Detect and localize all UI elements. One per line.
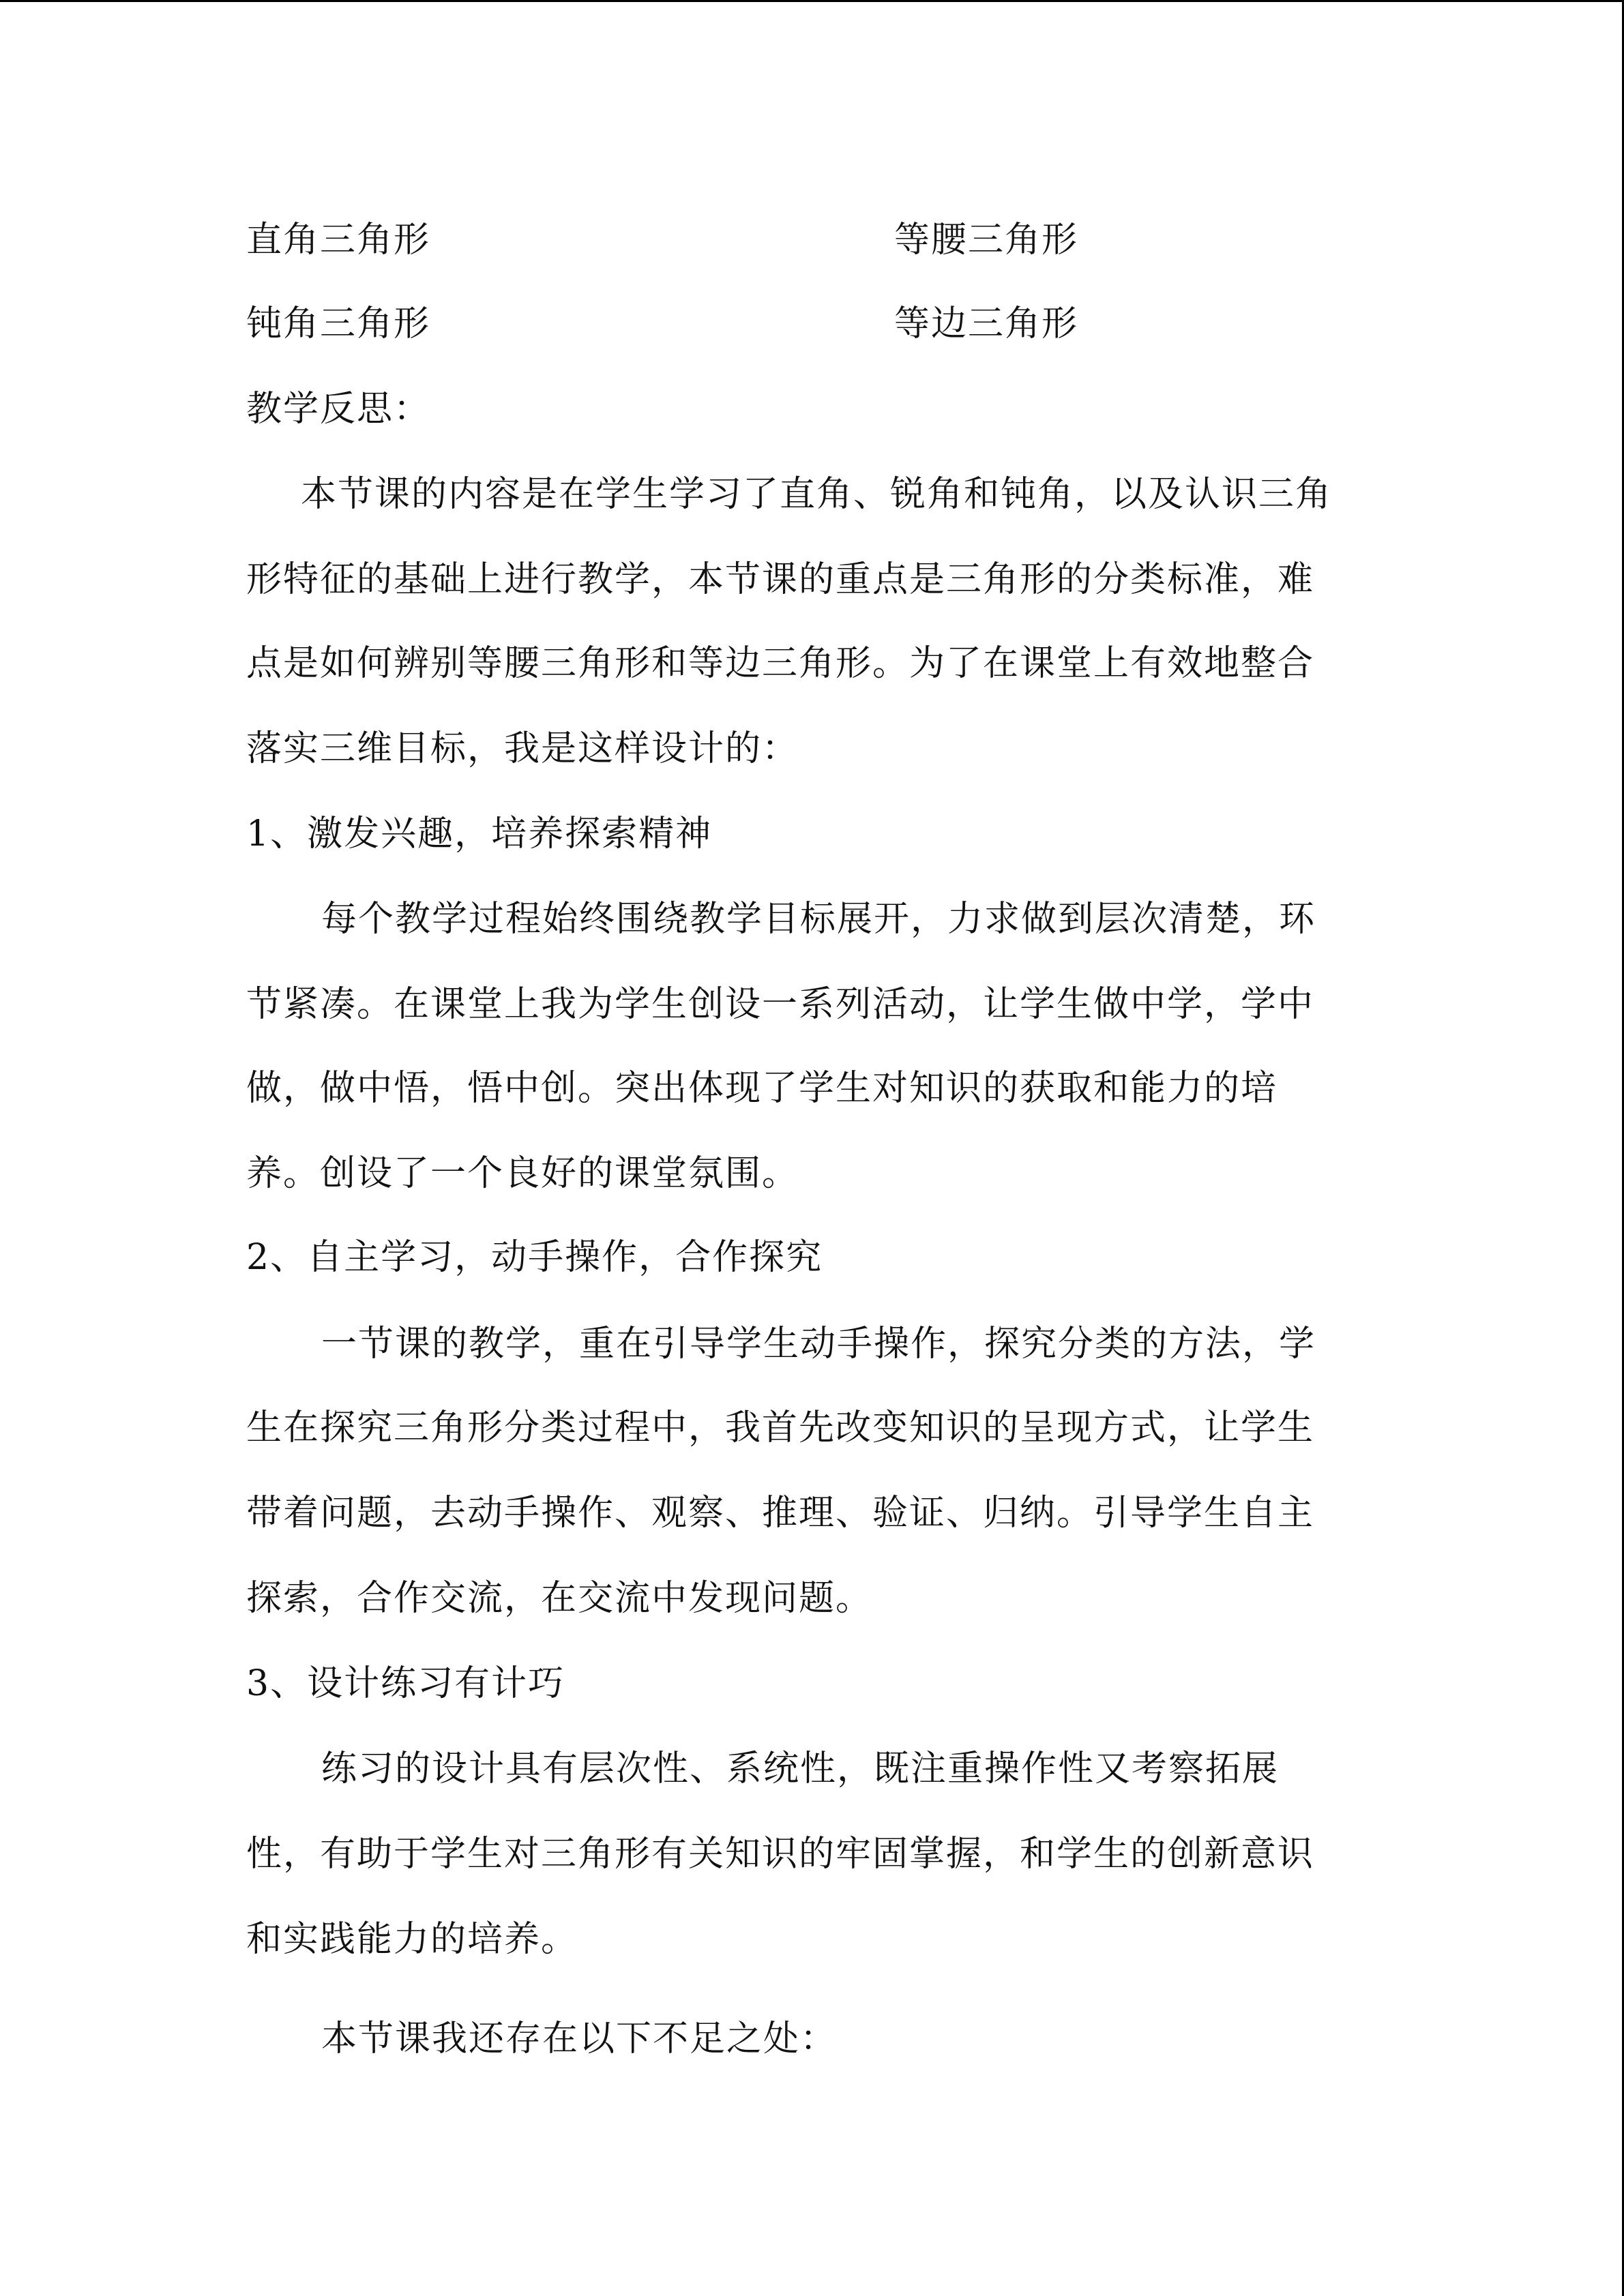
section3-line: 练习的设计具有层次性、系统性，既注重操作性又考察拓展 — [321, 1748, 1280, 1789]
section2-title: 2、自主学习，动手操作，合作探究 — [246, 1237, 823, 1278]
section2-line: 生在探究三角形分类过程中，我首先改变知识的呈现方式，让学生 — [246, 1407, 1315, 1448]
section3-line: 性，有助于学生对三角形有关知识的牢固掌握，和学生的创新意识 — [246, 1834, 1315, 1875]
section1-line: 养。创设了一个良好的课堂氛围。 — [246, 1153, 799, 1194]
section1-line: 每个教学过程始终围绕教学目标展开，力求做到层次清楚，环 — [321, 899, 1316, 940]
section1-line: 节紧凑。在课堂上我为学生创设一系列活动，让学生做中学，学中 — [246, 984, 1315, 1025]
section2-line: 探索，合作交流，在交流中发现问题。 — [246, 1578, 873, 1619]
section2-line: 带着问题，去动手操作、观察、推理、验证、归纳。引导学生自主 — [246, 1493, 1315, 1534]
section3-title: 3、设计练习有计巧 — [246, 1663, 565, 1704]
intro-line: 点是如何辨别等腰三角形和等边三角形。为了在课堂上有效地整合 — [246, 643, 1315, 684]
triangle-type-obtuse: 钝角三角形 — [246, 303, 431, 344]
intro-line: 落实三维目标，我是这样设计的： — [246, 728, 799, 769]
reflection-heading: 教学反思： — [246, 389, 431, 430]
section2-line: 一节课的教学，重在引导学生动手操作，探究分类的方法，学 — [321, 1324, 1316, 1365]
intro-line: 形特征的基础上进行教学，本节课的重点是三角形的分类标准，难 — [246, 559, 1315, 600]
section3-line: 和实践能力的培养。 — [246, 1919, 578, 1960]
triangle-type-right: 直角三角形 — [246, 220, 431, 260]
section1-line: 做，做中悟，悟中创。突出体现了学生对知识的获取和能力的培 — [246, 1068, 1278, 1109]
intro-line: 本节课的内容是在学生学习了直角、锐角和钝角，以及认识三角 — [301, 474, 1333, 515]
closing-line: 本节课我还存在以下不足之处： — [321, 2018, 838, 2059]
triangle-type-equilateral: 等边三角形 — [894, 303, 1079, 344]
section1-title: 1、激发兴趣，培养探索精神 — [246, 814, 713, 854]
triangle-type-isosceles: 等腰三角形 — [894, 220, 1079, 260]
